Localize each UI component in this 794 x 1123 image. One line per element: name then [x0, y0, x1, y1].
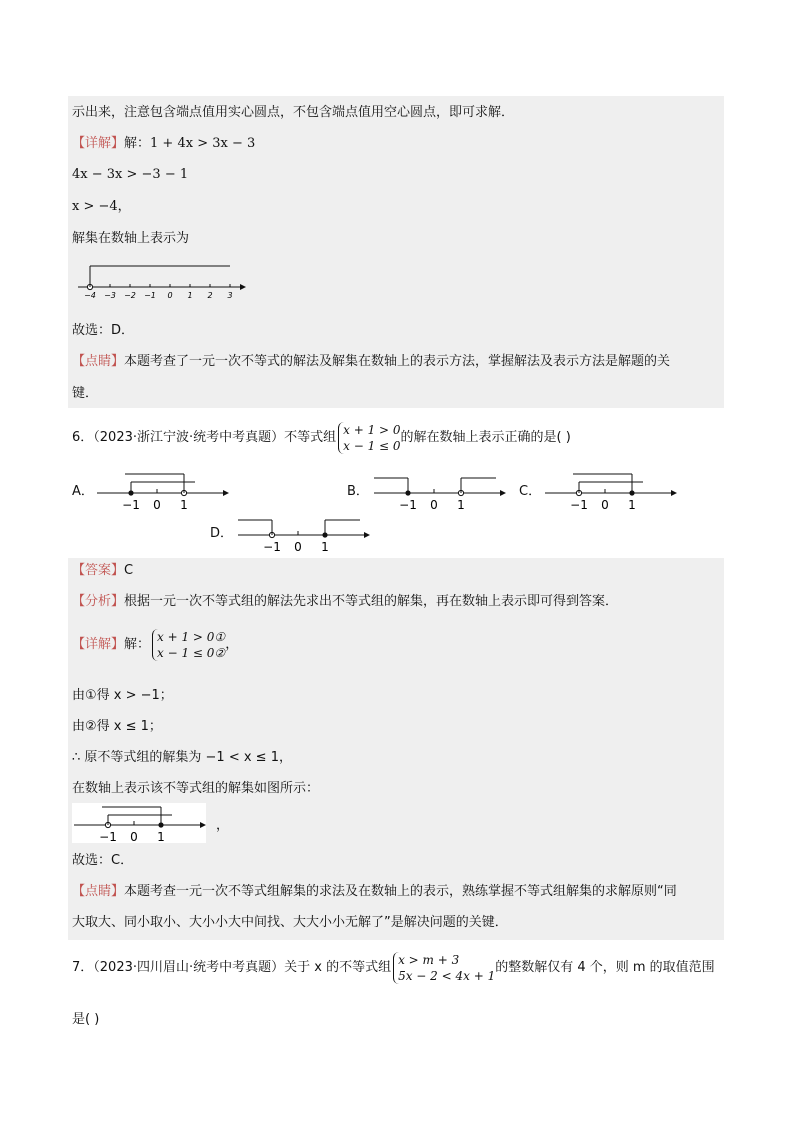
tick-label: 2: [207, 291, 213, 300]
q6-dsys1: x + 1 > 0①: [157, 629, 226, 644]
answer-tag: 【答案】: [72, 563, 125, 578]
q7-sys1: x > m + 3: [398, 952, 460, 967]
option-a-numberline[interactable]: [95, 470, 235, 516]
detail-text: 解：: [124, 136, 151, 151]
q6-detail-system: [152, 629, 225, 661]
number-line-prev: [72, 260, 252, 300]
analysis-text: 根据一元一次不等式组的解法先求出不等式组的解集，再在数轴上表示即可得到答案．: [124, 594, 619, 609]
q6-comment-line: [72, 882, 677, 902]
q7-line-2: 是( ): [72, 1012, 100, 1027]
tick-label: 3: [227, 291, 233, 300]
q7-prefix: 7．（2023·四川眉山·统考中考真题）关于 x 的不等式组: [72, 960, 392, 975]
answer-line: [72, 561, 133, 581]
tick-label: 0: [601, 498, 609, 512]
option-a-label: A．: [72, 484, 94, 499]
step1: 1 + 4x > 3x − 3: [150, 136, 256, 151]
answer-value: C: [124, 563, 134, 578]
question-6: [72, 420, 571, 456]
q7-suffix: 的整数解仅有 4 个，则 m 的取值范围: [495, 960, 715, 975]
option-c-label: C．: [519, 484, 542, 499]
choose-prev: 故选：D．: [72, 323, 135, 338]
detail-line: [72, 134, 255, 154]
tick-label: 1: [180, 498, 188, 512]
step2: 4x − 3x > −3 − 1: [72, 167, 189, 182]
q6-detail-text: 解：: [124, 637, 151, 652]
option-d-label: D．: [210, 526, 234, 541]
show-line: 在数轴上表示该不等式组的解集如图所示：: [72, 781, 320, 796]
analysis-tag: 【分析】: [72, 594, 125, 609]
tick-label: 1: [457, 498, 465, 512]
step3: x > −4，: [72, 199, 131, 214]
tick-label: 0: [167, 291, 173, 300]
numline-caption: 解集在数轴上表示为: [72, 231, 190, 246]
q7-sys2: 5x − 2 < 4x + 1: [398, 968, 496, 983]
q6-prefix: 6．（2023·浙江宁波·统考中考真题）不等式组: [72, 430, 337, 445]
comment-tag: 【点睛】: [72, 354, 125, 369]
option-c-numberline[interactable]: [543, 470, 683, 516]
q6-sys2: x − 1 ≤ 0: [343, 438, 401, 453]
q6-solution-numberline: [72, 803, 212, 843]
option-b-label: B．: [347, 484, 369, 499]
analysis-line: [72, 592, 618, 612]
tick-label: 0: [294, 540, 302, 554]
q6-comment-text: 本题考查一元一次不等式组解集的求法及在数轴上的表示，熟练掌握不等式组解集的求解原则“同: [124, 884, 677, 899]
tick-label: −4: [84, 291, 96, 300]
tick-label: −1: [263, 540, 281, 554]
q6-detail-tag: 【详解】: [72, 637, 125, 652]
tick-label: −1: [570, 498, 588, 512]
comment-line: [72, 352, 670, 372]
tick-label: −1: [122, 498, 140, 512]
q6-suffix: 的解在数轴上表示正确的是( ): [400, 430, 571, 445]
tick-label: 0: [430, 498, 438, 512]
comment-line-2: 键．: [72, 386, 99, 401]
tick-label: 1: [187, 291, 193, 300]
question-7: [72, 950, 715, 986]
tick-label: 1: [157, 830, 165, 843]
from2-line: 由②得 x ≤ 1；: [72, 719, 162, 734]
therefore-line: ∴ 原不等式组的解集为 −1 < x ≤ 1，: [72, 750, 292, 765]
comment-text: 本题考查了一元一次不等式的解法及解集在数轴上的表示方法，掌握解法及表示方法是解题的关: [124, 354, 671, 369]
q6-dsys2: x − 1 ≤ 0②: [157, 645, 226, 660]
q6-detail-line: [72, 627, 238, 663]
tick-label: −3: [104, 291, 116, 300]
q6-sys1: x + 1 > 0: [343, 422, 401, 437]
q6-system: [338, 422, 400, 454]
tick-label: −1: [99, 830, 117, 843]
from1-line: 由①得 x > −1；: [72, 688, 173, 703]
tick-label: −2: [124, 291, 136, 300]
q6-dsys-tail: ，: [225, 637, 239, 652]
tick-label: 0: [153, 498, 161, 512]
solution-intro-line: 示出来，注意包含端点值用实心圆点，不包含端点值用空心圆点，即可求解．: [72, 105, 515, 120]
tick-label: −1: [399, 498, 417, 512]
tick-label: 1: [321, 540, 329, 554]
option-d-numberline[interactable]: [236, 512, 376, 558]
tick-label: 1: [628, 498, 636, 512]
q6-comment-line-2: 大取大、同小取小、大小小大中间找、大大小小无解了”是解决问题的关键．: [72, 915, 508, 930]
tick-label: −1: [144, 291, 156, 300]
q7-system: [393, 952, 495, 984]
tick-label: 0: [130, 830, 138, 843]
q6-comment-tag: 【点睛】: [72, 884, 125, 899]
q6-choose: 故选：C．: [72, 853, 134, 868]
option-b-numberline[interactable]: [372, 470, 512, 516]
detail-tag: 【详解】: [72, 136, 125, 151]
fig-tail: ，: [216, 818, 230, 833]
